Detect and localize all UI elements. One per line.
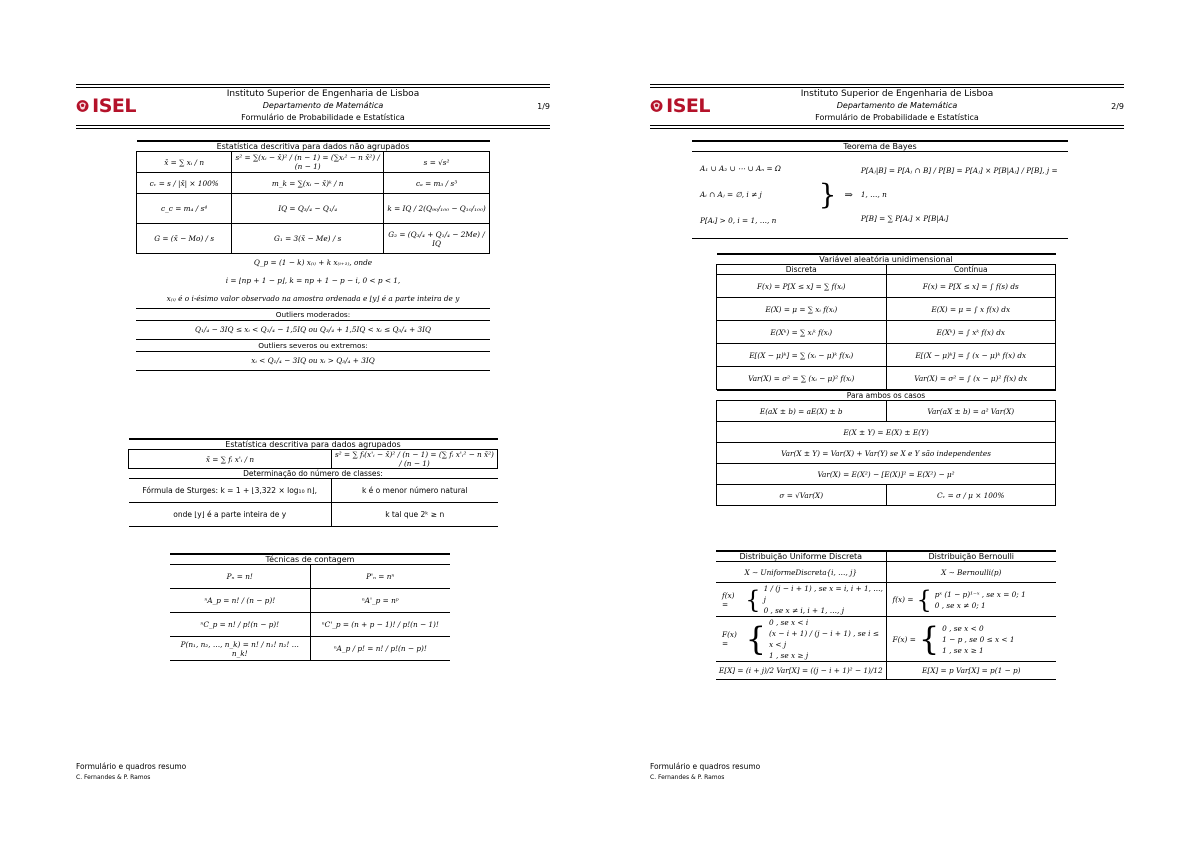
vau-cell: E[(X − μ)ᵏ] = ∫ (x − μ)ᵏ f(x) dx — [886, 344, 1056, 367]
section-title: Estatística descritiva para dados agrupados — [129, 439, 498, 450]
contagem-cell: P(n₁, n₂, …, n_k) = n! / n₁! n₂! … n_k! — [170, 637, 310, 661]
footer-line-2: C. Fernandes & P. Ramos — [76, 774, 151, 781]
vau-cell: F(x) = P[X ≤ x] = ∑ f(xᵢ) — [717, 275, 887, 298]
formula-sum-var: Var(X ± Y) = Var(X) + Var(Y) se X e Y são independentes — [717, 443, 1056, 464]
bern-cdf-3: 1 , se x ≥ 1 — [942, 645, 984, 655]
natural-number-note-2: k tal que 2ᵏ ≥ n — [331, 503, 497, 527]
bern-cdf-1: 0 , se x < 0 — [942, 623, 984, 633]
institution-name: Instituto Superior de Engenharia de Lisboa — [800, 89, 994, 99]
formula-g2: G₂ = (Q₃/₄ + Q₁/₄ − 2Me) / IQ — [384, 224, 490, 254]
page-header — [76, 85, 550, 127]
vau-cell: E(X) = μ = ∫ x f(x) dx — [886, 298, 1056, 321]
formula-cv: Cᵥ = σ / μ × 100% — [886, 485, 1056, 506]
section-title: Estatística descritiva para dados não agrupados — [137, 141, 490, 152]
distribuicoes-table: Distribuição Uniforme Discreta Distribuição Bernoulli X ∼ UniformeDiscreta{i, …, j} X ∼ Bernoulli(p) f(x) = { 1 / (j − i + 1) , se x = i, i + 1, …, j 0 , se x ≠ i, i + 1, …, j f(x) = { pˣ (1 − p)¹⁻ˣ , se x = 0; 1 0 , se x ≠ 0; 1 F(x) = { 0 , se x < i (x − i + 1) / (j − i + 1) , se i ≤ x < j 1 , se x ≥ j F(x) = { 0 , se x < 0 1 − p , se 0 ≤ x < 1 1 , se x ≥ 1 E[X] = (i + j)/2 Var[X] = ((j − i + 1)² − 1)/12 E[X] = p Var[X] = p(1 − p) — [716, 550, 1056, 680]
bayes-cond-1: A₁ ∪ A₂ ∪ ⋯ ∪ Aₙ = Ω — [700, 164, 781, 173]
vau-cell: E(X) = μ = ∑ xᵢ f(xᵢ) — [717, 298, 887, 321]
formula-variance-grouped: s² = ∑ fᵢ(x'ᵢ − x̄)² / (n − 1) = (∑ fᵢ x'ᵢ² − n x̄²) / (n − 1) — [331, 450, 497, 469]
classes-label: Determinação do número de classes: — [129, 469, 498, 479]
formula-sigma: σ = √Var(X) — [717, 485, 887, 506]
col-discreta: Discreta — [717, 265, 887, 275]
bern-moments: E[X] = p Var[X] = p(1 − p) — [886, 662, 1056, 680]
header-rule-bottom — [650, 125, 1124, 126]
sturges-formula: Fórmula de Sturges: k = 1 + ⌊3,322 × log₁₀ n⌋, — [129, 479, 332, 503]
formula-k: k = IQ / 2(Q₉₀/₁₀₀ − Q₁₀/₁₀₀) — [384, 194, 490, 224]
unif-cdf-3: 1 , se x ≥ j — [768, 651, 809, 660]
formula-g: G = (x̄ − Mo) / s — [137, 224, 232, 254]
contagem-cell: ⁿA'_p = nᵖ — [310, 589, 450, 613]
formula-variance: s² = ∑(xᵢ − x̄)² / (n − 1) = (∑xᵢ² − n x̄²) / (n − 1) — [232, 152, 384, 173]
quantile-note: x₍ᵢ₎ é o i-ésimo valor observado na amostra ordenada e ⌊y⌋ é a parte inteira de y — [166, 294, 460, 303]
sturges-note: onde ⌊y⌋ é a parte inteira de y — [129, 503, 332, 527]
formula-skew: cₐ = m₃ / s³ — [384, 173, 490, 194]
formula-quantile: Q_p = (1 − k) x₍ᵢ₎ + k x₍ᵢ₊₁₎, onde — [253, 258, 373, 267]
isel-emblem-icon — [650, 95, 663, 117]
desc-nao-agrupados-table — [136, 140, 490, 371]
footer-line-2: C. Fernandes & P. Ramos — [650, 774, 725, 781]
formula-quantile-def: i = ⌊np + 1 − p⌋, k = np + 1 − p − i, 0 < p < 1, — [225, 276, 401, 285]
footer-line-1: Formulário e quadros resumo — [76, 762, 187, 771]
page-header — [650, 85, 1124, 127]
formula-outliers-severe: xᵢ < Q₁/₄ − 3IQ ou xᵢ > Q₃/₄ + 3IQ — [251, 356, 375, 365]
brace-left-icon: { — [745, 585, 761, 614]
formula-mean: x̄ = ∑ xᵢ / n — [137, 152, 232, 173]
isel-logo — [76, 93, 136, 119]
bayes-result-1: P[Aⱼ|B] = P[Aⱼ ∩ B] / P[B] = P[Aⱼ] × P[B|Aⱼ] / P[B], j = 1, …, n — [860, 166, 1058, 199]
page-number: 2/9 — [1111, 101, 1124, 111]
section-title: Teorema de Bayes — [692, 141, 1068, 152]
institution-name: Instituto Superior de Engenharia de Lisboa — [226, 89, 420, 99]
bern-x: X ∼ Bernoulli(p) — [886, 562, 1056, 583]
col-continua: Contínua — [886, 265, 1056, 275]
formula-std: s = √s² — [384, 152, 490, 173]
footer — [650, 762, 760, 781]
bayes-cond-3: P[Aᵢ] > 0, i = 1, …, n — [700, 216, 777, 225]
formula-moment: m_k = ∑(xᵢ − x̄)ᵏ / n — [232, 173, 384, 194]
contagem-cell: P'ₙ = nⁿ — [310, 565, 450, 589]
formula-linear-e: E(aX ± b) = aE(X) ± b — [717, 401, 887, 422]
logo-text: ISEL — [92, 95, 136, 117]
formula-var-def: Var(X) = E(X²) − [E(X)]² = E(X²) − μ² — [717, 464, 1056, 485]
header-rule-bottom2 — [650, 128, 1124, 129]
vau-cell: F(x) = P[X ≤ x] = ∫ f(s) ds — [886, 275, 1056, 298]
bern-pmf-2: 0 , se x ≠ 0; 1 — [934, 600, 986, 610]
header-rule-bottom — [76, 125, 550, 126]
footer-line-1: Formulário e quadros resumo — [650, 762, 761, 771]
formula-iqr: IQ = Q₃/₄ − Q₁/₄ — [232, 194, 384, 224]
vau-cell: E(Xᵏ) = ∑ xᵢᵏ f(xᵢ) — [717, 321, 887, 344]
document-title: Formulário de Probabilidade e Estatística — [815, 113, 979, 122]
document-title: Formulário de Probabilidade e Estatística — [241, 113, 405, 122]
formula-g1: G₁ = 3(x̄ − Me) / s — [232, 224, 384, 254]
isel-logo — [650, 93, 710, 119]
unif-title: Distribuição Uniforme Discreta — [716, 551, 886, 562]
formula-sum-e: E(X ± Y) = E(X) ± E(Y) — [717, 422, 1056, 443]
unif-moments: E[X] = (i + j)/2 Var[X] = ((j − i + 1)² − 1)/12 — [716, 662, 886, 680]
natural-number-note: k é o menor número natural — [331, 479, 497, 503]
outliers-severe-label: Outliers severos ou extremos: — [136, 339, 490, 352]
vau-cell: E(Xᵏ) = ∫ xᵏ f(x) dx — [886, 321, 1056, 344]
unif-pmf-1: 1 / (j − i + 1) , se x = i, i + 1, …, j — [763, 584, 883, 604]
contagem-cell: ⁿC'_p = (n + p − 1)! / p!(n − 1)! — [310, 613, 450, 637]
contagem-cell: ⁿA_p / p! = n! / p!(n − p)! — [310, 637, 450, 661]
formula-kurt: c_c = m₄ / s⁴ — [137, 194, 232, 224]
vau-cell: E[(X − μ)ᵏ] = ∑ (xᵢ − μ)ᵏ f(xᵢ) — [717, 344, 887, 367]
unif-x: X ∼ UniformeDiscreta{i, …, j} — [716, 562, 886, 583]
outliers-moderate-label: Outliers moderados: — [136, 308, 490, 321]
section-title: Variável aleatória unidimensional — [717, 254, 1056, 265]
bern-title: Distribuição Bernoulli — [886, 551, 1056, 562]
department-name: Departamento de Matemática — [836, 101, 958, 110]
variavel-aleatoria-table — [716, 253, 1056, 506]
contagem-cell: ⁿC_p = n! / p!(n − p)! — [170, 613, 310, 637]
formula-linear-var: Var(aX ± b) = a² Var(X) — [886, 401, 1056, 422]
implies-arrow-icon: ⇒ — [844, 189, 853, 201]
desc-agrupados-table — [128, 438, 498, 527]
unif-cdf-1: 0 , se x < i — [768, 618, 809, 627]
department-name: Departamento de Matemática — [262, 101, 384, 110]
footer — [76, 762, 186, 781]
section-title: Técnicas de contagem — [170, 554, 450, 565]
logo-text: ISEL — [666, 95, 710, 117]
unif-pmf-2: 0 , se x ≠ i, i + 1, …, j — [763, 606, 844, 615]
unif-cdf-2: (x − i + 1) / (j − i + 1) , se i ≤ x < j — [768, 629, 879, 649]
bern-pmf-1: pˣ (1 − p)¹⁻ˣ , se x = 0; 1 — [934, 589, 1026, 599]
bayes-result-2: P[B] = ∑ P[Aᵢ] × P[B|Aᵢ] — [860, 214, 949, 223]
page-2 — [600, 0, 1200, 848]
brace-left-icon: { — [916, 585, 932, 614]
contagem-cell: ⁿA_p = n! / (n − p)! — [170, 589, 310, 613]
page-number: 1/9 — [537, 101, 550, 111]
brace-left-icon: { — [918, 620, 940, 658]
contagem-table — [170, 553, 450, 661]
bayes-cond-2: Aᵢ ∩ Aⱼ = ∅, i ≠ j — [700, 190, 762, 199]
bern-cdf-2: 1 − p , se 0 ≤ x < 1 — [942, 634, 1015, 644]
formula-cv: cᵥ = s / |x̄| × 100% — [137, 173, 232, 194]
contagem-cell: Pₙ = n! — [170, 565, 310, 589]
formula-mean-grouped: x̄ = ∑ fᵢ x'ᵢ / n — [129, 450, 332, 469]
formula-outliers-moderate: Q₁/₄ − 3IQ ≤ xᵢ < Q₁/₄ − 1,5IQ ou Q₃/₄ + 1,5IQ < xᵢ ≤ Q₃/₄ + 3IQ — [194, 325, 432, 334]
brace-left-icon: { — [745, 620, 766, 658]
header-rule-bottom2 — [76, 128, 550, 129]
bayes-table — [692, 140, 1068, 239]
vau-cell: Var(X) = σ² = ∫ (x − μ)² f(x) dx — [886, 367, 1056, 390]
brace-icon: } — [818, 178, 837, 211]
ambos-label: Para ambos os casos — [717, 391, 1056, 401]
isel-emblem-icon — [76, 95, 89, 117]
vau-cell: Var(X) = σ² = ∑ (xᵢ − μ)² f(xᵢ) — [717, 367, 887, 390]
